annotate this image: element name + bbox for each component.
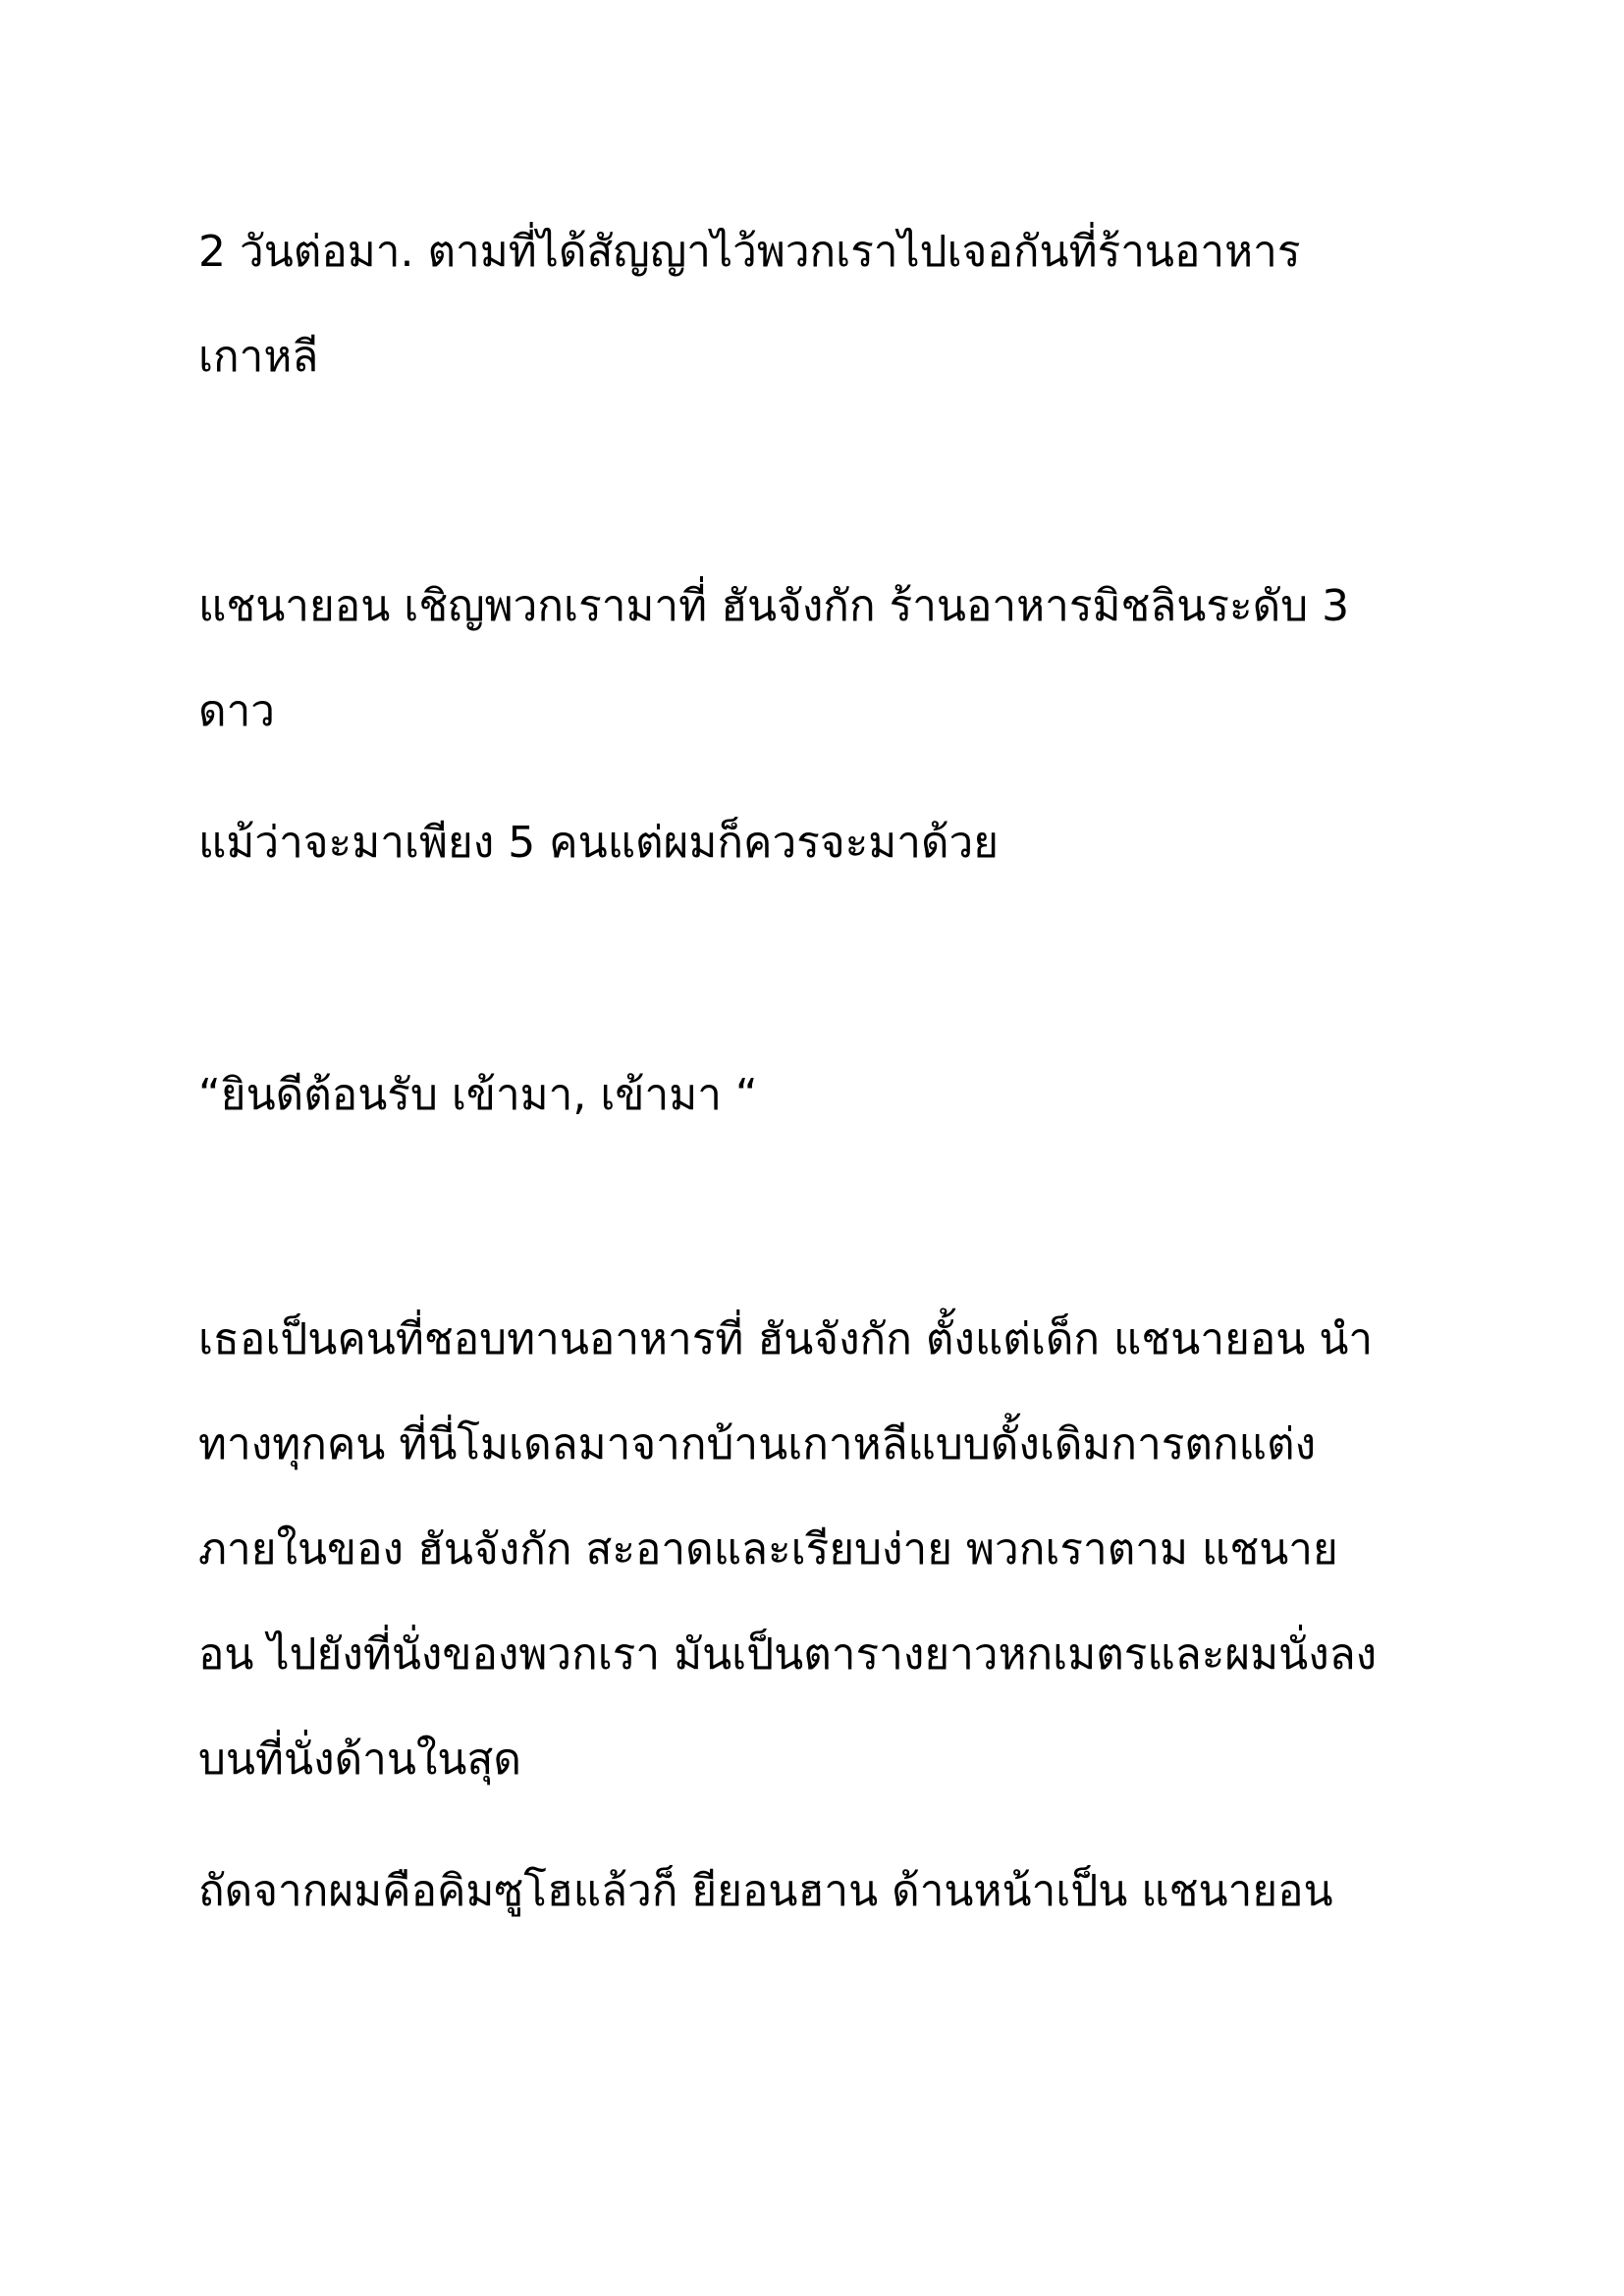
paragraph-line: เกาหลี	[198, 332, 319, 382]
paragraph-line: บนที่นั่งด้านในสุด	[198, 1735, 521, 1785]
paragraph-line: อน ไปยังที่นั่งของพวกเรา มันเป็นตารางยาวหกเมตรและผมนั่งลง	[198, 1629, 1378, 1680]
paragraph-line: ทางทุกคน ที่นี่โมเดลมาจากบ้านเกาหลีแบบดั้งเดิมการตกแต่ง	[198, 1419, 1317, 1469]
paragraph-line: เธอเป็นคนที่ชอบทานอาหารที่ ฮันจังกัก ตั้งแต่เด็ก แชนายอน นำ	[198, 1314, 1374, 1364]
paragraph-line: แชนายอน เชิญพวกเรามาที่ ฮันจังกัก ร้านอาหารมิชลินระดับ 3	[198, 581, 1350, 631]
paragraph-line: 2 วันต่อมา. ตามที่ได้สัญญาไว้พวกเราไปเจอกันที่ร้านอาหาร	[198, 227, 1301, 277]
paragraph-line: ดาว	[198, 686, 275, 736]
paragraph-line: “ยินดีต้อนรับ เข้ามา, เข้ามา “	[198, 1070, 758, 1120]
paragraph-line: ภายในของ ฮันจังกัก สะอาดและเรียบง่าย พวกเราตาม แชนาย	[198, 1524, 1338, 1575]
paragraph-line: ถัดจากผมคือคิมซูโฮแล้วก็ ยียอนฮาน ด้านหน้าเป็น แชนายอน	[198, 1866, 1333, 1916]
paragraph-line: แม้ว่าจะมาเพียง 5 คนแต่ผมก็ควรจะมาด้วย	[198, 818, 1000, 868]
